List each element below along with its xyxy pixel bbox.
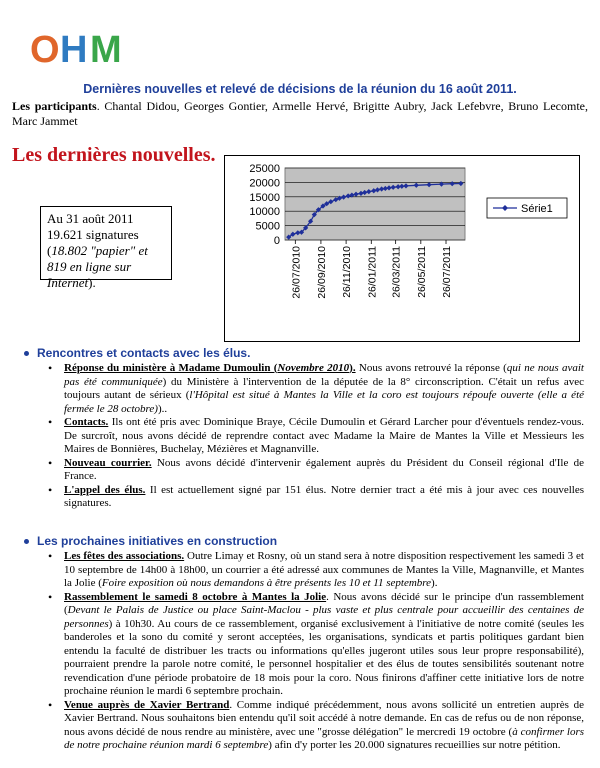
signatures-chart-svg	[225, 156, 579, 341]
list-item: • Nouveau courrier. Nous avons décidé d'intervenir également auprès du Président du Conseil régional d'Ile de France.	[20, 457, 584, 484]
section-initiatives-title: Les prochaines initiatives en construction	[37, 534, 278, 548]
logo-letter-h: H	[60, 29, 88, 70]
signature-count-box	[40, 206, 172, 290]
item-lead: Réponse du ministère à Madame Dumoulin (Novembre 2010).	[64, 362, 356, 374]
stat-detail-open: (	[47, 243, 52, 258]
item-lead: L'appel des élus.	[64, 483, 146, 496]
list-item: • Réponse du ministère à Madame Dumoulin (Novembre 2010). Nous avons retrouvé la réponse (qui ne nous avait pas été communiquée) du Ministère à l'intervention de la députée de la 8° circonscription. C'était un refus avec toujours autant de sérieux (l'Hôpital est situé à Mantes la Ville et la coro est toujours répoufe ouverte (elle a été fermée le 28 octobre))..	[20, 362, 584, 416]
participants-line	[12, 99, 588, 129]
x-tick-label: 26/07/2011	[441, 245, 454, 298]
item-lead: Rassemblement le samedi 8 octobre à Mantes la Jolie	[64, 590, 327, 603]
y-tick-label: 5000	[255, 220, 280, 233]
stat-detail	[47, 243, 165, 291]
initiatives-list	[20, 550, 584, 753]
signatures-chart	[224, 155, 580, 342]
section-contacts-title: Rencontres et contacts avec les élus.	[37, 346, 251, 360]
list-item: • L'appel des élus. Il est actuellement signé par 151 élus. Notre dernier tract a été mis à jour avec ces nouvelles signatures.	[20, 484, 584, 511]
page-title: Dernières nouvelles et relevé de décisions de la réunion du 16 août 2011.	[83, 82, 517, 96]
ohm-logo	[30, 28, 142, 70]
section-initiatives	[20, 534, 584, 753]
logo-graphic	[30, 28, 142, 70]
bullet-icon	[24, 351, 29, 356]
list-item: • Les fêtes des associations. Outre Limay et Rosny, où un stand sera à notre disposition respectivement les samedi 3 et 10 septembre de 14h00 à 18h00, un courrier a été adressé aux communes de Mantes la Ville, Magnanville, et Mantes la Jolie (Foire exposition où nous demandons à être présents les 10 et 11 septembre).	[20, 550, 584, 591]
item-lead: Nouveau courrier.	[64, 456, 152, 469]
stat-detail-italic: 18.802 "papier" et 819 en ligne sur Internet	[47, 243, 148, 290]
x-tick-label: 26/03/2011	[390, 246, 403, 298]
x-tick-label: 26/07/2010	[290, 246, 303, 299]
item-lead: Venue auprès de Xavier Bertrand	[64, 698, 230, 711]
contacts-list	[20, 362, 584, 511]
news-heading: Les dernières nouvelles.	[12, 144, 216, 166]
section-initiatives-heading	[20, 534, 584, 548]
stat-detail-close: ).	[88, 275, 96, 290]
stat-total: 19.621 signatures	[47, 227, 139, 242]
y-tick-label: 0	[273, 235, 280, 247]
legend-label: Série1	[521, 203, 553, 215]
participants-label: Les participants	[12, 99, 97, 113]
x-tick-label: 26/05/2011	[415, 246, 428, 298]
y-tick-label: 10000	[249, 206, 280, 219]
list-item: • Venue auprès de Xavier Bertrand. Comme indiqué précédemment, nous avons sollicité un entretien auprès de Xavier Bertrand. Nous souhaitons bien entendu qu'il soit accédé à notre demande. En cas de refus ou de non réponse, nous avons décidé de nous rendre au ministère, avec une "grosse délégation" le mercredi 19 octobre (à confirmer lors de notre prochaine réunion mardi 6 septembre) afin d'y porter les 20.000 signatures recueillies sur notre pétition.	[20, 699, 584, 753]
list-item: • Rassemblement le samedi 8 octobre à Mantes la Jolie. Nous avons décidé sur le principe d'un rassemblement (Devant le Palais de Justice ou place Saint-Maclou - plus vaste et plus centrale pour accueillir des centaines de personnes) à 10h30. Au cours de ce rassemblement, organisé exclusivement à l'initiative de notre comité (seules les banderoles et la sono du comité y seront acceptées, les organisations, syndicats et partis politiques gardant bien entendu la faculté de distribuer les tracts ou informations qu'elles jugeront utiles sous leur propre responsabilité), pourraient prendre la parole notre comité, le personnel hospitalier et des élus de toutes sensibilités soutenant notre revendication d'une période probatoire de 18 mois pour la coro. Nous finirons d'affiner cette initiative lors de notre prochaine réunion le mardi 6 septembre prochain.	[20, 591, 584, 699]
item-lead: Les fêtes des associations.	[64, 550, 185, 562]
x-tick-label: 26/01/2011	[366, 246, 379, 298]
section-contacts	[20, 346, 584, 511]
y-tick-label: 15000	[249, 191, 280, 204]
item-lead: Contacts.	[64, 416, 109, 428]
participants-names: . Chantal Didou, Georges Gontier, Armelle Hervé, Brigitte Aubry, Jack Lefebvre, Bruno Lecomte, Marc Jammet	[12, 99, 588, 128]
x-tick-label: 26/11/2010	[341, 246, 354, 298]
y-tick-label: 25000	[249, 163, 280, 175]
section-contacts-heading	[20, 346, 584, 360]
x-tick-label: 26/09/2010	[315, 246, 328, 299]
stat-date: Au 31 août 2011	[47, 211, 134, 226]
logo-letter-o: O	[30, 29, 60, 70]
plot-area	[285, 168, 465, 240]
logo-letter-m: M	[90, 29, 122, 70]
list-item: • Contacts. Ils ont été pris avec Dominique Braye, Cécile Dumoulin et Gérard Larcher pour d'éventuels rendez-vous. De surcroît, nous avons décidé de reprendre contact avec Madame la Maire de Mantes la Ville et Messieurs les Maires de Bonnières, Buchelay, Mézières et Magnanville.	[20, 416, 584, 457]
y-tick-label: 20000	[249, 177, 280, 190]
bullet-icon	[24, 539, 29, 544]
